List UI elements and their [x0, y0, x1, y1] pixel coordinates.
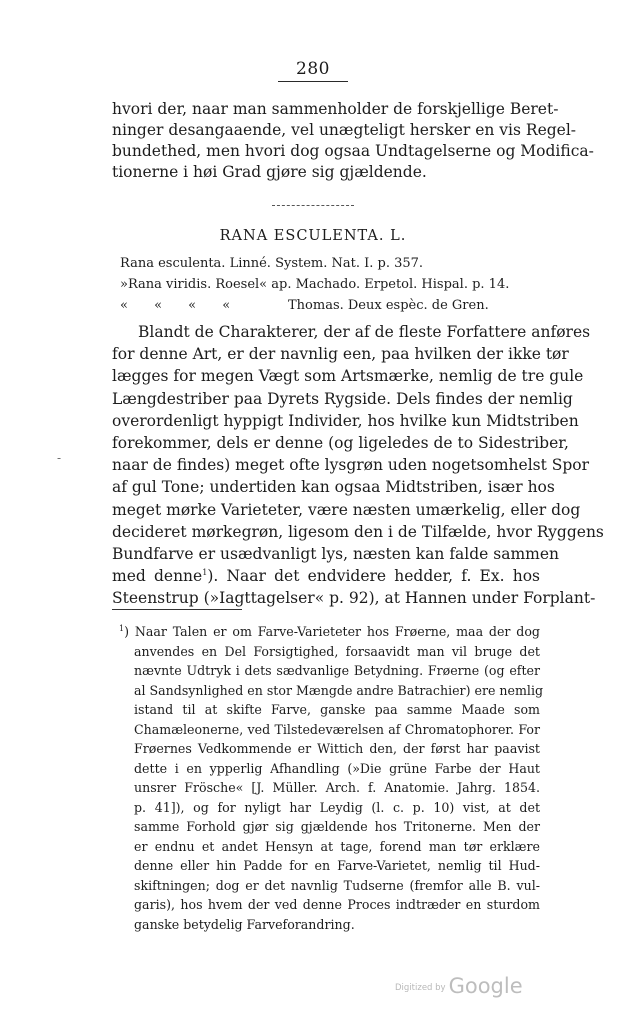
text-fragment: ) Naar Talen er om Farve-Varieteter hos Frøerne, maa der dog	[124, 624, 540, 639]
text-line-with-footnote-ref	[112, 565, 540, 587]
text-line: af gul Tone; undertiden kan ogsaa Midtstriben, især hos	[112, 478, 555, 497]
page-number: 280	[296, 59, 330, 79]
margin-mark: -	[57, 451, 62, 465]
text-line: bundethed, men hvori dog ogsaa Undtagelserne og Modifica-	[112, 142, 594, 160]
footnote-line: dette i en ypperlig Afhandling (»Die grüne Farbe der Haut	[134, 760, 540, 776]
text-fragment: med denne	[112, 567, 203, 586]
text-line: Længdestriber paa Dyrets Rygside. Dels findes der nemlig	[112, 389, 573, 408]
main-paragraph	[112, 321, 604, 609]
footnote-line: skiftningen; dog er det navnlig Tudserne (fremfor alle B. vul-	[134, 877, 540, 893]
synonym-line: Rana esculenta. Linné. System. Nat. I. p. 357.	[120, 256, 424, 271]
text-line: forekommer, dels er denne (og ligeledes de to Sidestriber,	[112, 433, 569, 452]
page-number-underline	[278, 81, 348, 82]
text-line: ninger desangaaende, vel unægteligt hersker en vis Regel-	[112, 121, 577, 139]
text-line: meget mørke Varieteter, være næsten umærkelig, eller dog	[112, 500, 581, 519]
footnote	[112, 622, 544, 934]
synonym-text: Thomas. Deux espèc. de Gren.	[288, 298, 489, 313]
footnote-line: er endnu et andet Hensyn at tage, forend man tør erklære	[134, 838, 540, 854]
footnote-line: al Sandsynlighed en stor Mængde andre Batrachier) ere nemlig	[134, 682, 544, 698]
text-line: Bundfarve er usædvanligt lys, næsten kan falde sammen	[112, 544, 560, 563]
footnote-line: istand til at skifte Farve, ganske paa samme Maade som	[134, 702, 540, 717]
footnote-marker: 1	[119, 623, 125, 633]
footnote-line: nævnte Udtryk i dets sædvanlige Betydning. Frøerne (og efter	[134, 663, 540, 678]
text-line: naar de findes) meget ofte lysgrøn uden nogetsomhelst Spor	[112, 456, 590, 475]
footnote-line: garis), hos hvem der ved denne Proces indtræder en sturdom	[134, 897, 540, 912]
footnote-line: unsrer Frösche« [J. Müller. Arch. f. Anatomie. Jahrg. 1854.	[134, 780, 540, 795]
intro-paragraph	[112, 99, 594, 183]
google-logo: Google	[448, 974, 523, 998]
digitized-by-watermark	[395, 974, 523, 998]
footnote-first-line	[112, 622, 540, 642]
text-line: for denne Art, er der navnlig een, paa hvilken der ikke tør	[112, 345, 569, 364]
footnote-reference[interactable]: 1	[202, 567, 208, 577]
text-line: Blandt de Charakterer, der af de fleste Forfattere anføres	[138, 323, 591, 341]
text-line: hvori der, naar man sammenholder de forskjellige Beret-	[112, 100, 559, 118]
footnote-line: ganske betydelig Farveforandring.	[134, 916, 355, 932]
text-line: overordenligt hyppigt Individer, hos hvilke kun Midtstriben	[112, 411, 579, 430]
footnote-line: p. 41]), og for nyligt har Leydig (l. c. p. 10) vist, at det	[134, 799, 540, 815]
footnote-line: anvendes en Del Forsigtighed, forsaavidt man vil bruge det	[134, 643, 540, 659]
watermark-prefix: Digitized by	[395, 983, 446, 993]
footnote-line: Frøernes Vedkommende er Wittich den, der først har paavist	[134, 741, 540, 756]
footnote-rule	[112, 609, 242, 610]
synonym-line: »Rana viridis. Roesel« ap. Machado. Erpetol. Hispal. p. 14.	[120, 277, 510, 292]
section-divider	[272, 205, 354, 206]
text-fragment: ). Naar det endvidere hedder, f. Ex. hos	[207, 567, 540, 586]
text-line: Steenstrup (»Iagttagelser« p. 92), at Hannen under Forplant-	[112, 589, 596, 608]
footnote-line: denne eller hin Padde for en Farve-Varietet, nemlig til Hud-	[134, 858, 540, 873]
text-line: lægges for megen Vægt som Artsmærke, nemlig de tre gule	[112, 367, 584, 386]
footnote-line: Chamæleonerne, ved Tilstedeværelsen af Chromatophorer. For	[134, 721, 540, 737]
text-line: tionerne i høi Grad gjøre sig gjældende.	[112, 163, 427, 181]
synonym-line	[120, 297, 540, 315]
text-line: decideret mørkegrøn, ligesom den i de Tilfælde, hvor Ryggens	[112, 522, 604, 541]
footnote-line: samme Forhold gjør sig gjældende hos Tritonerne. Men der	[134, 819, 540, 834]
ditto-marks: « « « «	[120, 298, 231, 313]
section-heading: RANA ESCULENTA. L.	[219, 228, 407, 244]
